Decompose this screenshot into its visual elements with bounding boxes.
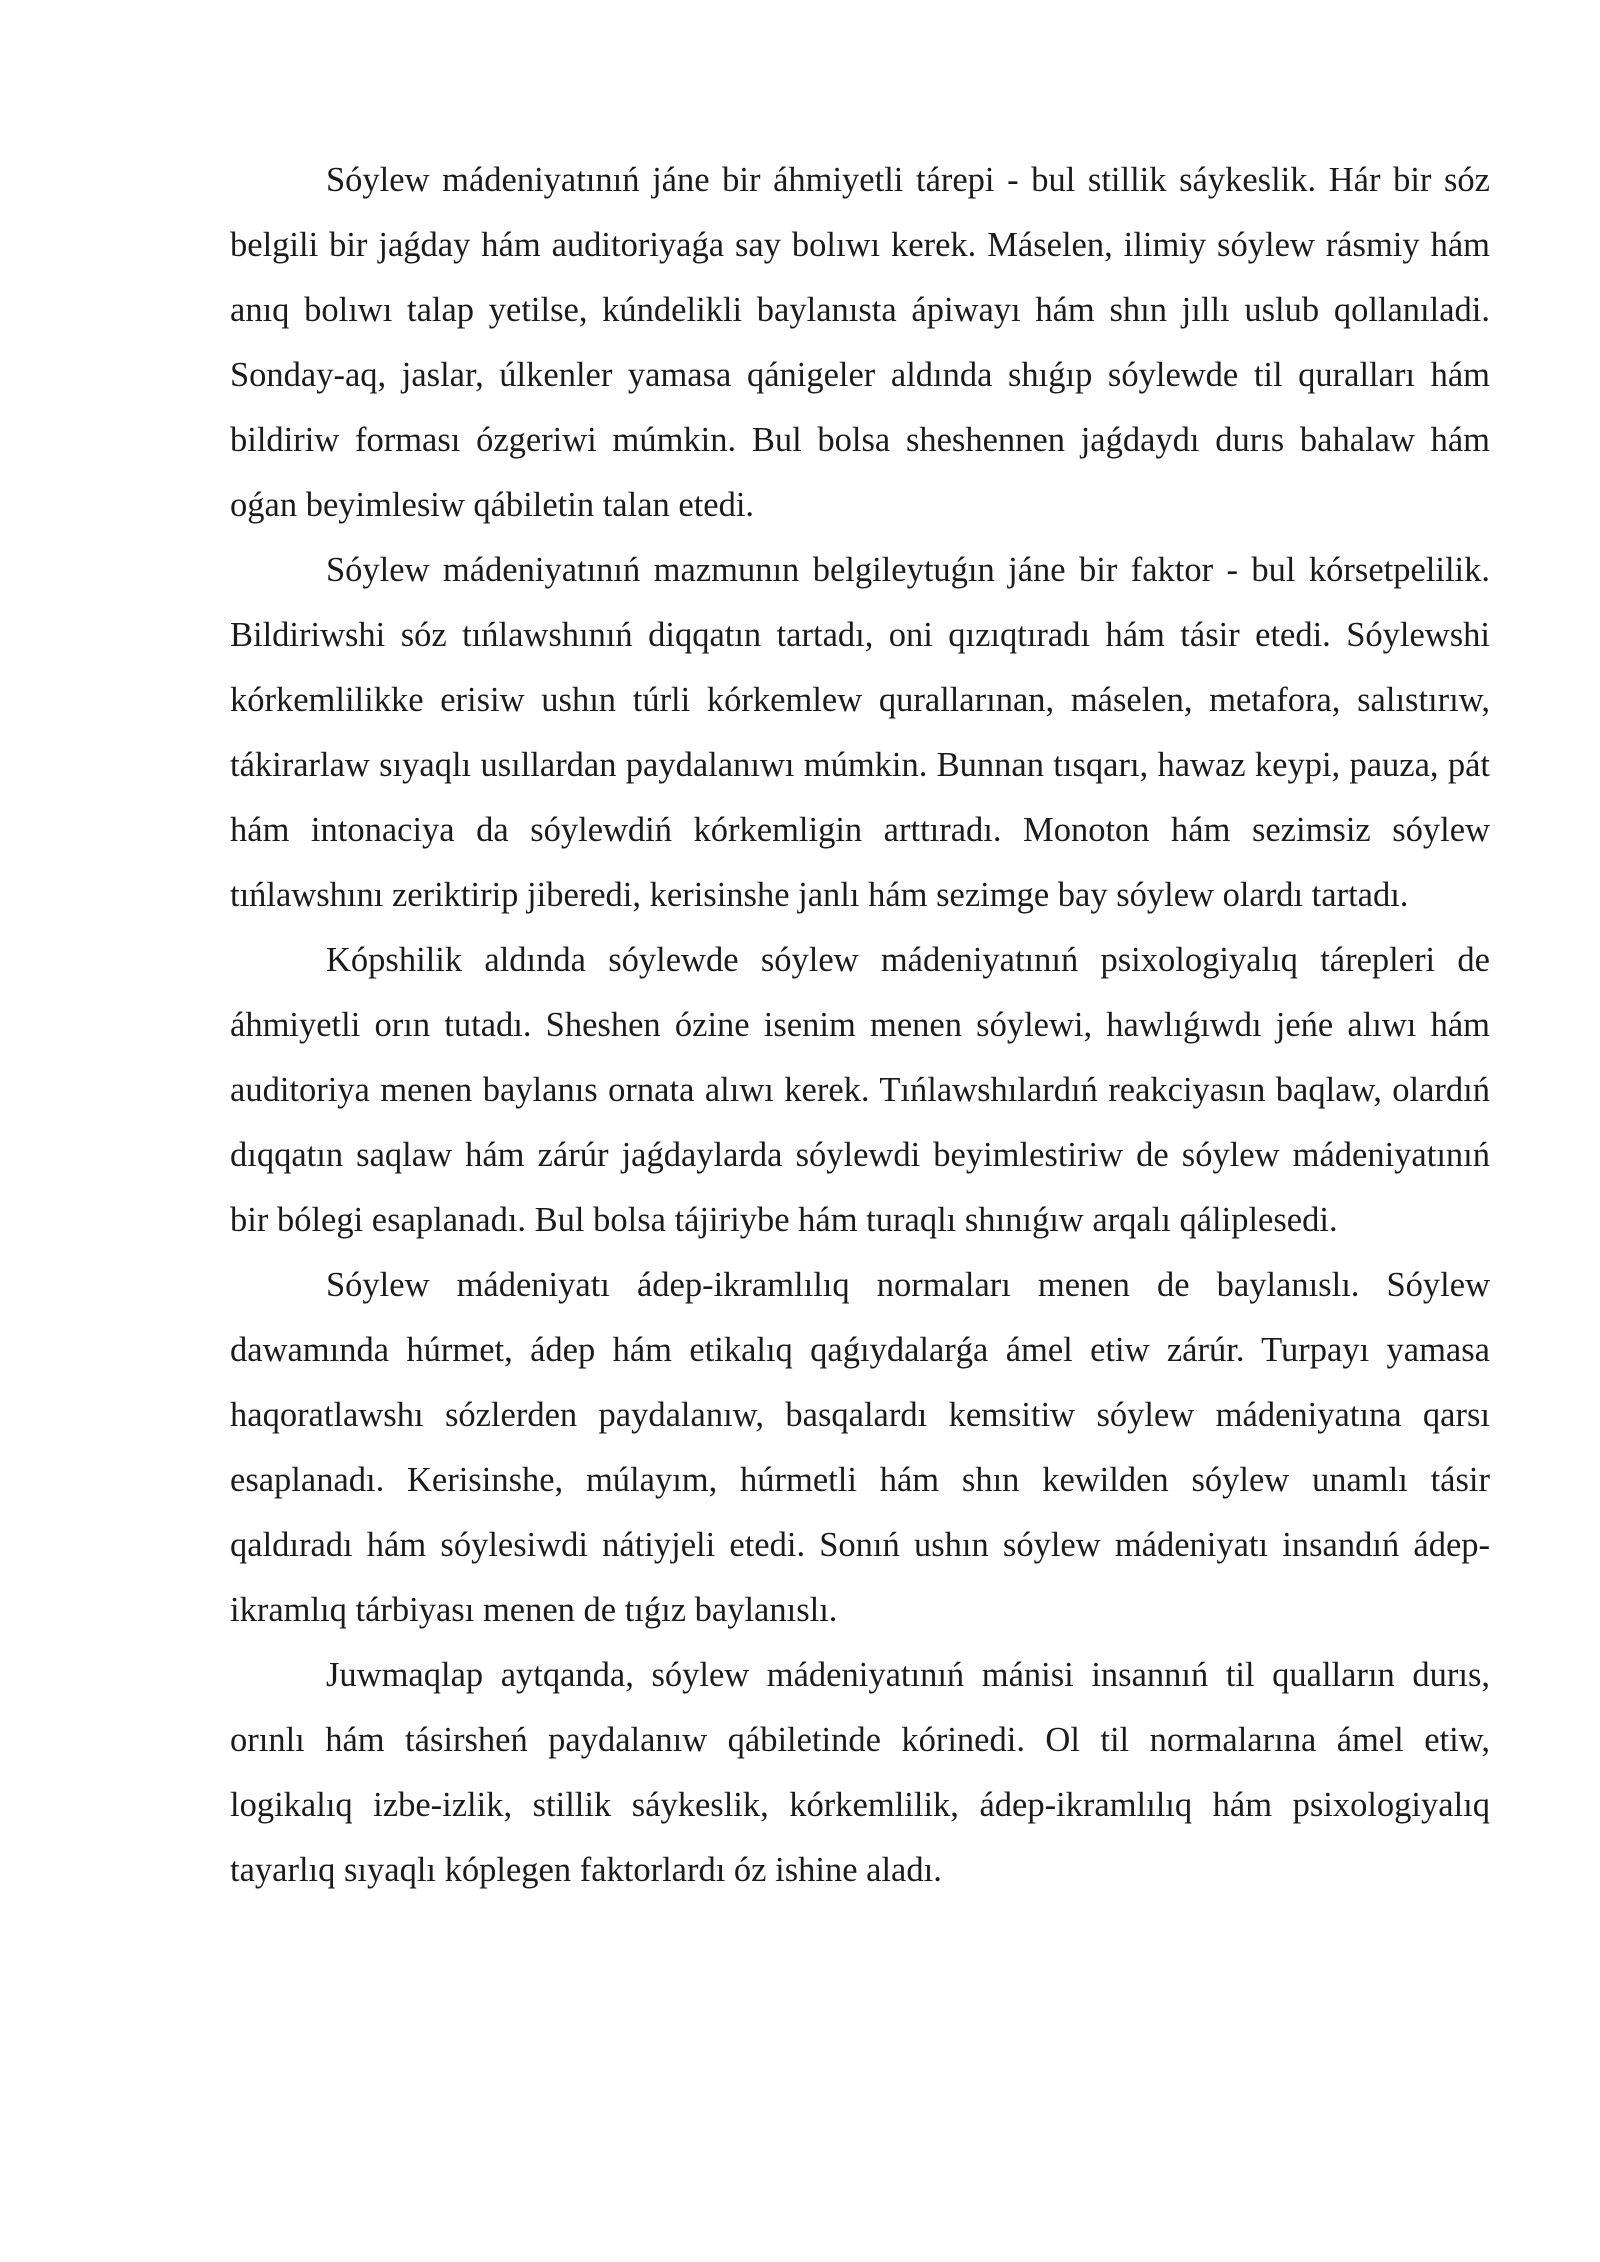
paragraph-conclusion: Juwmaqlap aytqanda, sóylew mádeniyatınıń mánisi insannıń til qualların durıs, orınlı hám tásirsheń paydalanıw qábiletinde kórinedi. Ol til normalarına ámel etiw, logikalıq izbe-izlik, stillik sáykeslik, kórkemlilik, ádep-ikramlılıq hám psixologiyalıq tayarlıq sıyaqlı kóplegen faktorlardı óz ishine aladı. xyxy=(230,1656,1490,1889)
paragraph-ethical-norms: Sóylew mádeniyatı ádep-ikramlılıq normaları menen de baylanıslı. Sóylew dawamında húrmet, ádep hám etikalıq qaǵıydalarǵa ámel etiw zárúr. Turpayı yamasa haqoratlawshı sózlerden paydalanıw, basqalardı kemsitiw sóylew mádeniyatına qarsı esaplanadı. Kerisinshe, múlayım, húrmetli hám shın kewilden sóylew unamlı tásir qaldıradı hám sóylesiwdi nátiyjeli etedi. Sonıń ushın sóylew mádeniyatı insandıń ádep-ikramlıq tárbiyası menen de tıǵız baylanıslı. xyxy=(230,1266,1490,1629)
paragraph-psychological-aspects: Kópshilik aldında sóylewde sóylew mádeniyatınıń psixologiyalıq tárepleri de áhmiyetli orın tutadı. Sheshen ózine isenim menen sóylewi, hawlıǵıwdı jeńe alıwı hám auditoriya menen baylanıs ornata alıwı kerek. Tıńlawshılardıń reakciyasın baqlaw, olardıń dıqqatın saqlaw hám zárúr jaǵdaylarda sóylewdi beyimlestiriw de sóylew mádeniyatınıń bir bólegi esaplanadı. Bul bolsa tájiriybe hám turaqlı shınıǵıw arqalı qáliplesedi. xyxy=(230,941,1490,1239)
paragraph-expressiveness: Sóylew mádeniyatınıń mazmunın belgileytuǵın jáne bir faktor - bul kórsetpelilik. Bildiriwshi sóz tıńlawshınıń diqqatın tartadı, oni qızıqtıradı hám tásir etedi. Sóylewshi kórkemlilikke erisiw ushın túrli kórkemlew qurallarınan, máselen, metafora, salıstırıw, tákirarlaw sıyaqlı usıllardan paydalanıwı múmkin. Bunnan tısqarı, hawaz keypi, pauza, pát hám intonaciya da sóylewdiń kórkemligin arttıradı. Monoton hám sezimsiz sóylew tıńlawshını zeriktirip jiberedi, kerisinshe janlı hám sezimge bay sóylew olardı tartadı. xyxy=(230,551,1490,914)
document-body xyxy=(230,148,1490,1903)
paragraph-stylistic-conformity: Sóylew mádeniyatınıń jáne bir áhmiyetli tárepi - bul stillik sáykeslik. Hár bir sóz belgili bir jaǵday hám auditoriyaǵa say bolıwı kerek. Máselen, ilimiy sóylew rásmiy hám anıq bolıwı talap yetilse, kúndelikli baylanısta ápiwayı hám shın jıllı uslub qollanıladi. Sonday-aq, jaslar, úlkenler yamasa qánigeler aldında shıǵıp sóylewde til quralları hám bildiriw forması ózgeriwi múmkin. Bul bolsa sheshennen jaǵdaydı durıs bahalaw hám oǵan beyimlesiw qábiletin talan etedi. xyxy=(230,161,1490,524)
